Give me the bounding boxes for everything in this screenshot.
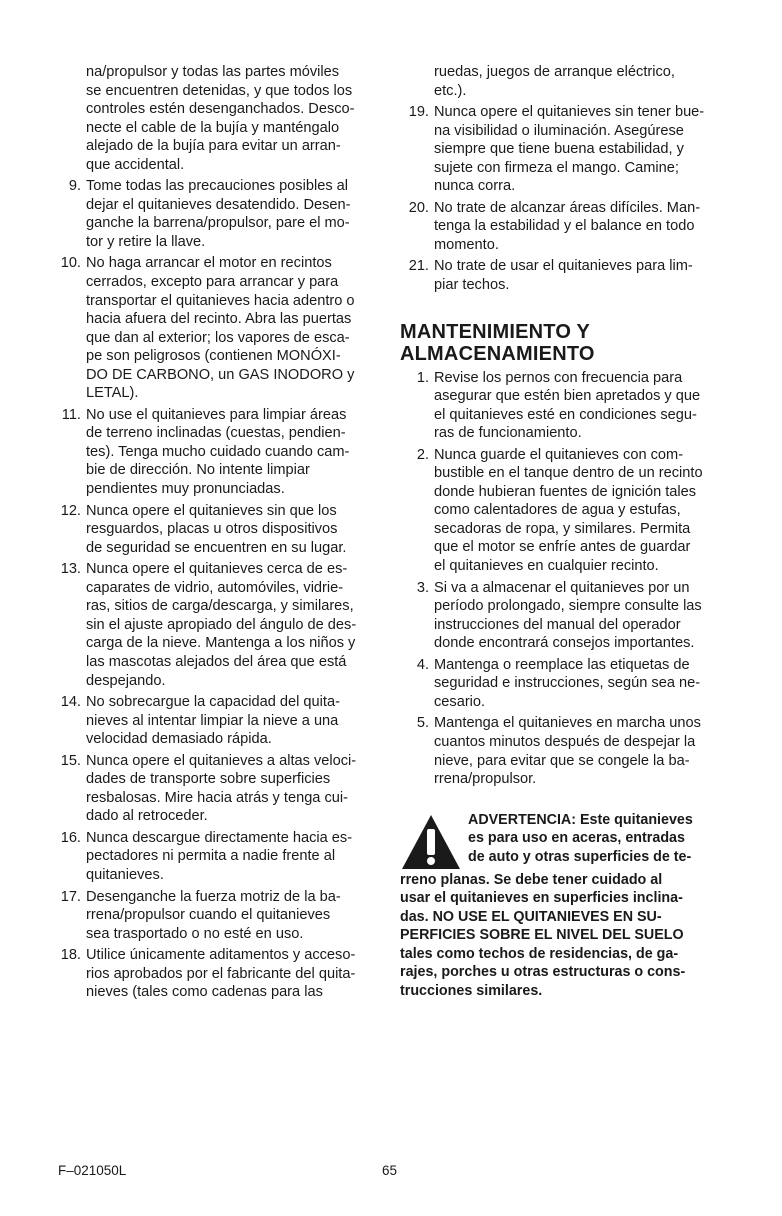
left-safety-list bbox=[58, 177, 380, 1002]
warning-triangle-icon bbox=[400, 813, 462, 871]
list-item-number: 19. bbox=[408, 104, 429, 121]
list-item bbox=[58, 406, 380, 499]
list-item-text: Mantenga o reemplace las etiquetas de seguridad e instrucciones, según sea ne- cesario. bbox=[434, 656, 701, 710]
list-item-text: Nunca opere el quitanieves sin tener bue- na visibilidad o iluminación. Asegúrese siempre que tiene buena estabilidad, y sujete con firmeza el mango. Camine; nunca corra. bbox=[434, 104, 705, 195]
warning-body-text: rreno planas. Se debe tener cuidado al usar el quitanieves en superficies inclina- das. NO USE EL QUITANIEVES EN SU- PERFICIES SOBRE EL NIVEL DEL SUELO tales como techos de residencias, de ga- rajes, porches u otras estructuras o cons- trucciones similares. bbox=[400, 871, 686, 999]
right-safety-list bbox=[400, 103, 730, 294]
list-item-text: No haga arrancar el motor en recintos cerrados, excepto para arrancar y para transportar el quitanieves hacia adentro o hacia afuera del recinto. Abra las puertas que dan al exterior; los vapores de esca- pe son peligrosos (contienen MONÓXI- DO DE CARBONO, un GAS INODORO y LETAL). bbox=[86, 255, 355, 402]
list-item-number: 5. bbox=[416, 715, 429, 732]
list-item-text: Nunca opere el quitanieves sin que los resguardos, placas u otros dispositivos de seguridad se encuentren en su lugar. bbox=[86, 502, 347, 556]
list-item-number: 16. bbox=[60, 829, 81, 846]
list-item-number: 18. bbox=[60, 947, 81, 964]
list-item-number: 2. bbox=[416, 446, 429, 463]
list-item bbox=[400, 579, 730, 653]
section-heading: MANTENIMIENTO Y ALMACENAMIENTO bbox=[400, 320, 595, 365]
list-item-number: 13. bbox=[60, 561, 81, 578]
list-item-text: No trate de usar el quitanieves para lim- piar techos. bbox=[434, 258, 693, 294]
list-item-text: Mantenga el quitanieves en marcha unos cuantos minutos después de despejar la nieve, para evitar que se congele la ba- rrena/propulsor. bbox=[434, 715, 701, 788]
list-item-text: Nunca guarde el quitanieves con com- bustible en el tanque dentro de un recinto donde hubieran fuentes de ignición tales como calentadores de agua y estufas, secadoras de ropa, y similares. Permita que el motor se enfríe antes de guardar el quitanieves en cualquier recinto. bbox=[434, 446, 703, 575]
list-item bbox=[58, 502, 380, 558]
list-item-number: 10. bbox=[60, 255, 81, 272]
list-item bbox=[58, 829, 380, 885]
list-item bbox=[400, 369, 730, 443]
list-item-text: Nunca descargue directamente hacia es- pectadores ni permita a nadie frente al quitanieves. bbox=[86, 829, 353, 883]
warning-title-text: ADVERTENCIA: Este quitanieves es para uso en aceras, entradas de auto y otras superficies de te- bbox=[468, 811, 693, 865]
right-column bbox=[400, 63, 730, 1000]
list-item bbox=[58, 888, 380, 944]
document-code: F–021050L bbox=[58, 1163, 127, 1178]
list-item-text: Tome todas las precauciones posibles al dejar el quitanieves desatendido. Desen- ganche la barrena/propulsor, pare el mo- tor y retire la llave. bbox=[86, 178, 351, 250]
list-item bbox=[58, 560, 380, 690]
list-item-text: Revise los pernos con frecuencia para asegurar que estén bien apretados y que el quitanieves esté en condiciones segu- ras de funcionamiento. bbox=[434, 369, 701, 442]
list-item-number: 11. bbox=[61, 406, 81, 423]
maintenance-list bbox=[400, 369, 730, 789]
list-item-text: Desenganche la fuerza motriz de la ba- rrena/propulsor cuando el quitanieves sea trasportado o no esté en uso. bbox=[86, 888, 341, 942]
list-item-number: 3. bbox=[416, 579, 429, 596]
list-item-number: 4. bbox=[416, 656, 429, 673]
list-item-number: 17. bbox=[60, 888, 81, 905]
list-item-text: No sobrecargue la capacidad del quita- nieves al intentar limpiar la nieve a una velocidad demasiado rápida. bbox=[86, 694, 340, 748]
list-item-number: 20. bbox=[408, 199, 429, 216]
item18-continuation: ruedas, juegos de arranque eléctrico, etc.). bbox=[434, 64, 675, 99]
list-item-text: Si va a almacenar el quitanieves por un período prolongado, siempre consulte las instrucciones del manual del operador donde encontrará consejos importantes. bbox=[434, 579, 702, 652]
list-item-number: 21. bbox=[408, 258, 429, 275]
list-item-number: 12. bbox=[60, 502, 81, 519]
list-item bbox=[400, 257, 730, 294]
warning-box bbox=[400, 811, 730, 1001]
list-item-number: 14. bbox=[60, 694, 81, 711]
list-item bbox=[58, 254, 380, 402]
list-item-text: Nunca opere el quitanieves cerca de es- caparates de vidrio, automóviles, vidrie- ras, sitios de carga/descarga, y similares, sin el ajuste apropiado del ángulo de des- carga de la nieve. Mantenga a los niños y las mascotas alejados del área que está despejando. bbox=[86, 561, 357, 689]
list-item-text: Nunca opere el quitanieves a altas veloci- dades de transporte sobre superficies resbalosas. Mire hacia atrás y tenga cui- dado al retroceder. bbox=[86, 752, 357, 825]
list-item-text: No trate de alcanzar áreas difíciles. Man- tenga la estabilidad y el balance en todo momento. bbox=[434, 199, 701, 253]
list-item-number: 1. bbox=[416, 369, 429, 386]
list-item bbox=[58, 752, 380, 826]
list-item bbox=[400, 714, 730, 788]
list-item bbox=[400, 446, 730, 576]
page-number: 65 bbox=[382, 1163, 398, 1178]
list-item-text: No use el quitanieves para limpiar áreas de terreno inclinadas (cuestas, pendien- tes). Tenga mucho cuidado cuando cam- bie de dirección. No intente limpiar pendientes muy pronunciadas. bbox=[86, 406, 350, 498]
list-item-number: 15. bbox=[60, 752, 81, 769]
intro-continuation: na/propulsor y todas las partes móviles se encuentren detenidas, y que todos los controles estén desenganchados. Desco- necte el cable de la bujía y manténgalo alejado de la bujía para evitar un arran- que accidental. bbox=[86, 64, 355, 173]
list-item bbox=[400, 656, 730, 712]
list-item bbox=[400, 103, 730, 196]
list-item bbox=[58, 177, 380, 251]
list-item bbox=[58, 693, 380, 749]
list-item bbox=[58, 946, 380, 1002]
list-item bbox=[400, 199, 730, 255]
left-column bbox=[58, 63, 380, 1005]
list-item-number: 9. bbox=[68, 178, 81, 195]
list-item-text: Utilice únicamente aditamentos y acceso- rios aprobados por el fabricante del quita- nieves (tales como cadenas para las bbox=[86, 947, 356, 1001]
